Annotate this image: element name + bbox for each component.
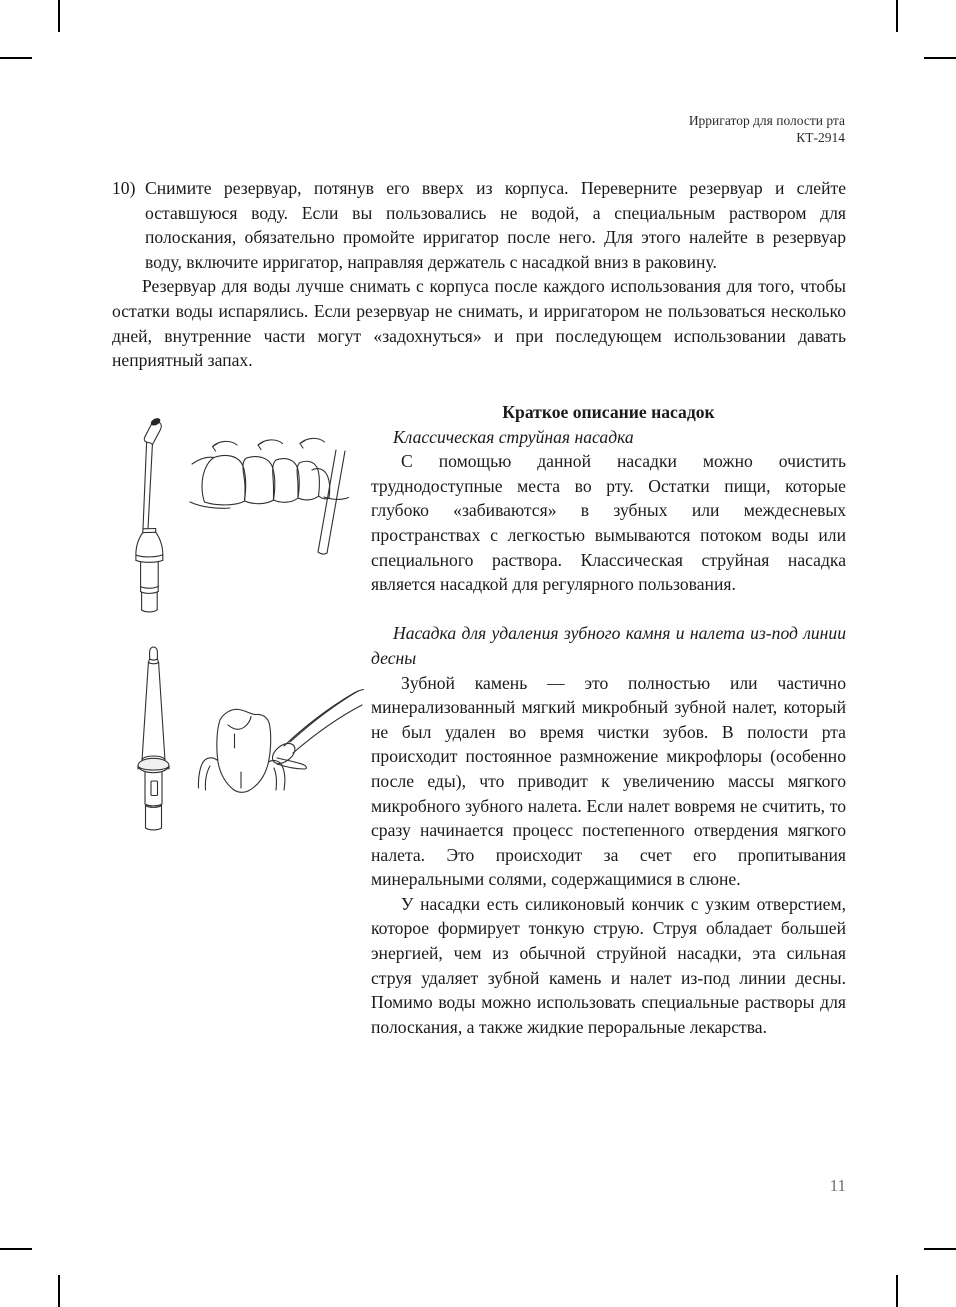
section-heading-nozzles: Краткое описание насадок (502, 402, 715, 422)
nozzle-shaft-shape (136, 417, 163, 612)
tooth-and-gum-shape (198, 709, 306, 792)
running-header (445, 112, 845, 146)
list-item-text: Снимите резервуар, потянув его вверх из корпуса. Переверните резервуар и слейте оставшуюся воду. Если вы пользовались не водой, а специальным раствором для полоскания, обязательно промойте ирригатор после него. Для этого налейте в резервуар воду, включите ирригатор, направляя держатель с насадкой вниз в раковину. (145, 178, 846, 272)
column-spacer (371, 597, 846, 622)
crop-mark-bottom-right-vertical (896, 1275, 898, 1307)
subsection-paragraph-classic-jet: С помощью данной насадки можно очистить труднодоступные места во рту. Остатки пищи, которые глубоко «забиваются» в зубных или междесневых пространствах с легкостью вымываются потоком воды или специального раствора. Классическая струйная насадка является насадкой для регулярного пользования. (371, 451, 846, 595)
crop-mark-top-left-horizontal (0, 57, 32, 59)
running-header-product: Ирригатор для полости рта (688, 113, 845, 128)
motion-arrows-shape (213, 438, 325, 451)
subsection-paragraph-tartar: Зубной камень — это полностью или частично минерализованный мягкий микробный зубной налет, который не был удален во время чистки зубов. В полости рта происходит постоянное размножение микрофлоры (особенно после еды), что приводит к увеличению массы мягкого микробного зубного налета. Если налет вовремя не считить, то сразу начинается процесс постепенного отвердения мягкого налета. Это происходит за счет его пропитывания минеральными солями, содержащимися в слюне. (371, 672, 846, 890)
page-number: 11 (829, 1176, 846, 1195)
subsection-paragraph-silicone-tip: У насадки есть силиконовый кончик с узким отверстием, которое формирует тонкую струю. Струя обладает большей энергией, чем из обычной струйной насадки, эта сильная струя удаляет зубной камень и налет из-под линии десны. Помимо воды можно использовать специальные растворы для полоскания, а также жидкие пероральные лекарства. (371, 893, 846, 1037)
subsection-title-periodontal: Насадка для удаления зубного камня и налета из-под линии десны (371, 623, 846, 668)
periodontal-nozzle-illustration (124, 638, 368, 858)
nozzles-description-column (371, 400, 846, 1039)
perio-nozzle-shaft-shape (138, 647, 169, 830)
list-item-marker: 10) (112, 178, 136, 198)
crop-mark-top-right-vertical (896, 0, 898, 32)
crop-mark-bottom-left-vertical (58, 1275, 60, 1307)
classic-jet-nozzle-illustration (126, 408, 358, 618)
subsection-title-classic-jet: Классическая струйная насадка (393, 426, 634, 447)
paragraph-reservoir-care: Резервуар для воды лучше снимать с корпуса после каждого использования для того, чтобы остатки воды испарялись. Если резервуар не снимать, и ирригатором не пользоваться несколько дней, внутренние части могут «задохнуться» и при последующем использовании давать неприятный запах. (112, 276, 846, 371)
crop-mark-top-left-vertical (58, 0, 60, 32)
teeth-diagram-shape (190, 450, 349, 554)
main-text-block (112, 176, 846, 373)
crop-mark-bottom-right-horizontal (924, 1248, 956, 1250)
water-jet-streams-shape (284, 690, 364, 754)
running-header-model: КТ-2914 (796, 130, 845, 145)
crop-mark-top-right-horizontal (924, 57, 956, 59)
figures-and-column-zone (0, 400, 956, 1100)
numbered-list-item-10 (112, 176, 846, 274)
crop-mark-bottom-left-horizontal (0, 1248, 32, 1250)
